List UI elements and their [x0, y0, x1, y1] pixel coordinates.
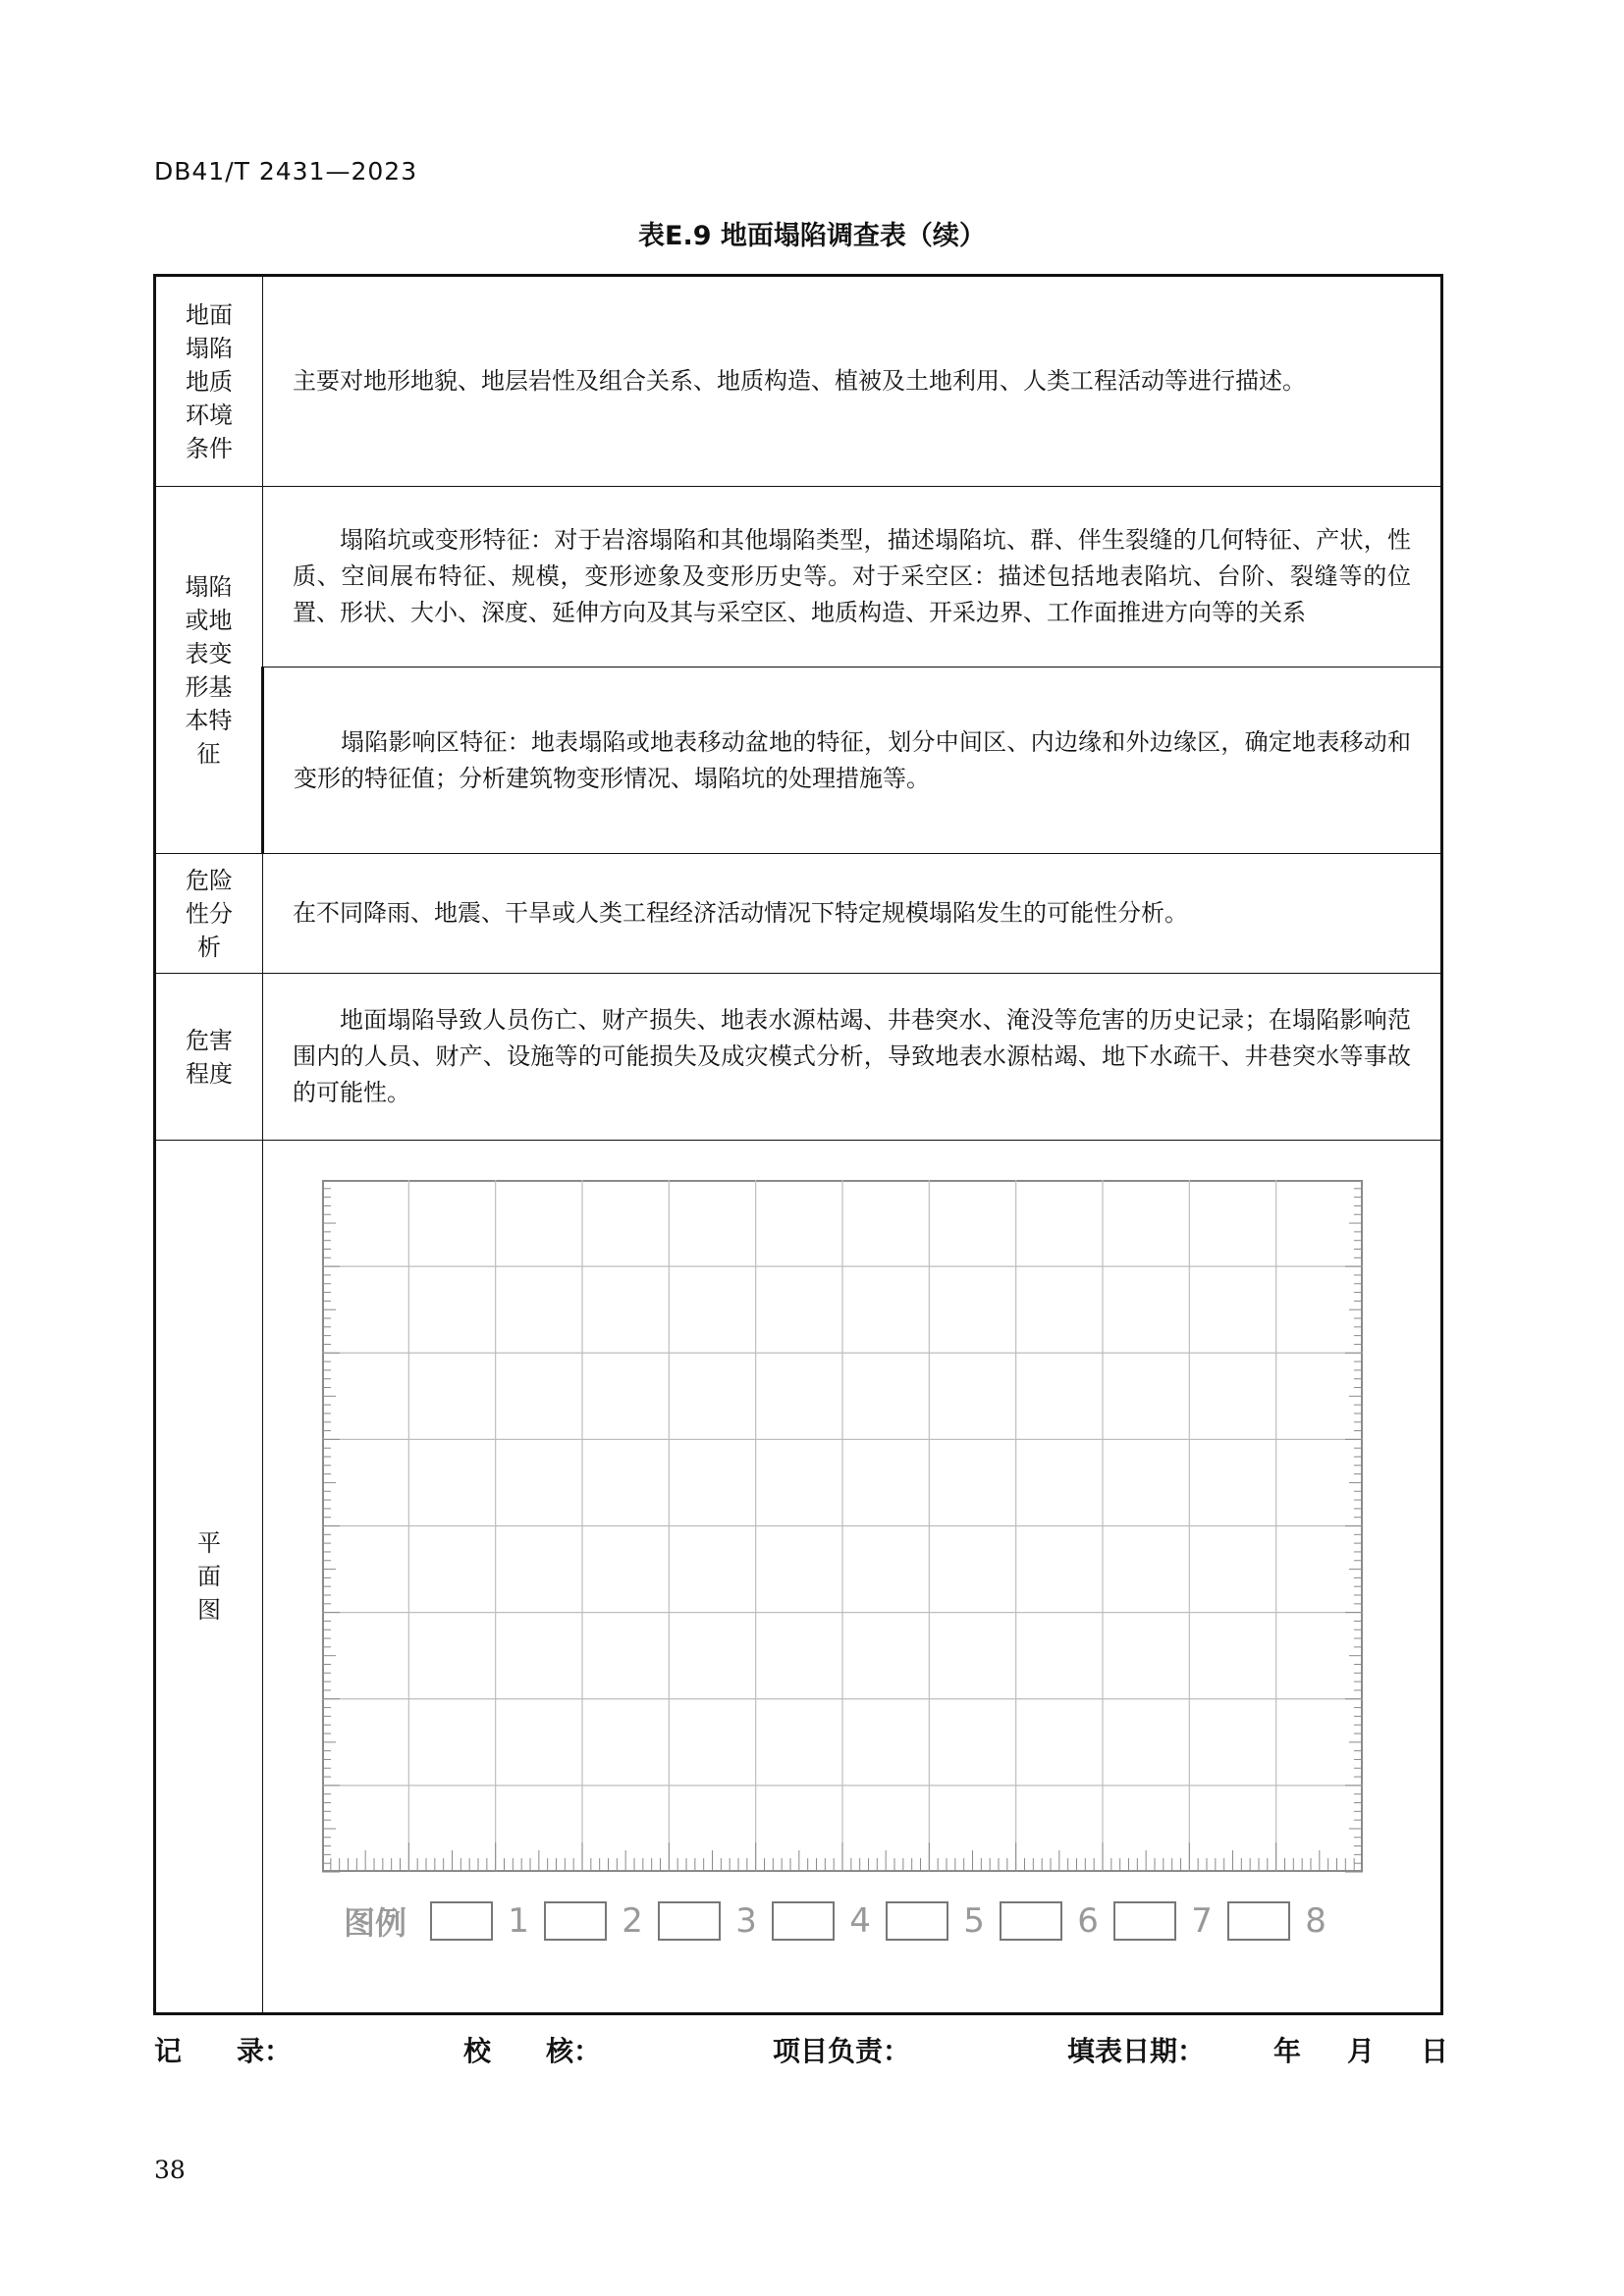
record-label: 记 录： [154, 2035, 293, 2067]
plan-drawing-area[interactable] [263, 1141, 1442, 2014]
legend [344, 1896, 1341, 1946]
row-label-hazard: 危害程度 [155, 974, 263, 1141]
legend-box[interactable] [886, 1901, 948, 1941]
month-label: 月 [1347, 2035, 1376, 2067]
row-content-deformation-a [263, 487, 1442, 667]
page-number: 38 [154, 2156, 186, 2184]
row-content-deformation-b [263, 667, 1442, 854]
deformation-text-b: 塌陷影响区特征：地表塌陷或地表移动盆地的特征，划分中间区、内边缘和外边缘区，确定地表移动和变形的特征值；分析建筑物变形情况、塌陷坑的处理措施等。 [294, 727, 1411, 792]
legend-box[interactable] [1227, 1901, 1290, 1941]
legend-box[interactable] [658, 1901, 721, 1941]
legend-number: 1 [508, 1901, 529, 1941]
legend-item [1000, 1901, 1113, 1941]
table-row-hazard [155, 974, 1442, 1141]
day-label: 日 [1421, 2035, 1449, 2067]
legend-number: 2 [622, 1901, 643, 1941]
legend-number: 3 [735, 1901, 757, 1941]
legend-box[interactable] [430, 1901, 493, 1941]
table-row-risk [155, 854, 1442, 974]
fill-date-label: 填表日期： [1067, 2035, 1206, 2067]
row-content-hazard [263, 974, 1442, 1141]
legend-item [1227, 1901, 1341, 1941]
legend-item [658, 1901, 772, 1941]
document-code: DB41/T 2431—2023 [154, 157, 418, 186]
row-label-risk: 危险性分析 [155, 854, 263, 974]
legend-number: 4 [849, 1901, 871, 1941]
legend-box[interactable] [544, 1901, 607, 1941]
legend-number: 7 [1191, 1901, 1213, 1941]
legend-item [544, 1901, 658, 1941]
row-label-deformation: 塌陷或地表变形基本特征 [155, 487, 263, 854]
row-content-risk [263, 854, 1442, 974]
plan-grid[interactable] [322, 1180, 1363, 1877]
legend-item [886, 1901, 1000, 1941]
row-label-plan: 平面图 [155, 1141, 263, 2014]
table-row-geo-env [155, 276, 1442, 487]
legend-number: 5 [963, 1901, 985, 1941]
legend-item [430, 1901, 544, 1941]
legend-number: 6 [1077, 1901, 1099, 1941]
table-row-plan [155, 1141, 1442, 2014]
hazard-text: 地面塌陷导致人员伤亡、财产损失、地表水源枯竭、井巷突水、淹没等危害的历史记录；在塌陷影响范围内的人员、财产、设施等的可能损失及成灾模式分析，导致地表水源枯竭、地下水疏干、井巷突水等事故的可能性。 [293, 1006, 1411, 1106]
survey-table [153, 274, 1443, 2015]
legend-box[interactable] [772, 1901, 835, 1941]
legend-box[interactable] [1113, 1901, 1176, 1941]
legend-item [772, 1901, 886, 1941]
table-title: 表E.9 地面塌陷调查表（续） [638, 221, 986, 251]
project-lead-label: 项目负责： [773, 2035, 911, 2067]
legend-box[interactable] [1000, 1901, 1062, 1941]
table-row-deformation-a [155, 487, 1442, 667]
year-label: 年 [1273, 2035, 1302, 2067]
risk-text: 在不同降雨、地震、干旱或人类工程经济活动情况下特定规模塌陷发生的可能性分析。 [293, 899, 1188, 927]
legend-title: 图例 [344, 1904, 407, 1942]
check-label: 校 核： [463, 2035, 602, 2067]
row-content-geo-env [263, 276, 1442, 487]
legend-number: 8 [1305, 1901, 1326, 1941]
legend-item [1113, 1901, 1227, 1941]
row-label-geo-env: 地面塌陷地质环境条件 [155, 276, 263, 487]
table-row-deformation-b [155, 667, 1442, 854]
geo-env-text: 主要对地形地貌、地层岩性及组合关系、地质构造、植被及土地利用、人类工程活动等进行描述。 [293, 367, 1306, 395]
deformation-text-a: 塌陷坑或变形特征：对于岩溶塌陷和其他塌陷类型，描述塌陷坑、群、伴生裂缝的几何特征、产状，性质、空间展布特征、规模，变形迹象及变形历史等。对于采空区：描述包括地表陷坑、台阶、裂缝等的位置、形状、大小、深度、延伸方向及其与采空区、地质构造、开采边界、工作面推进方向等的关系 [293, 526, 1411, 626]
